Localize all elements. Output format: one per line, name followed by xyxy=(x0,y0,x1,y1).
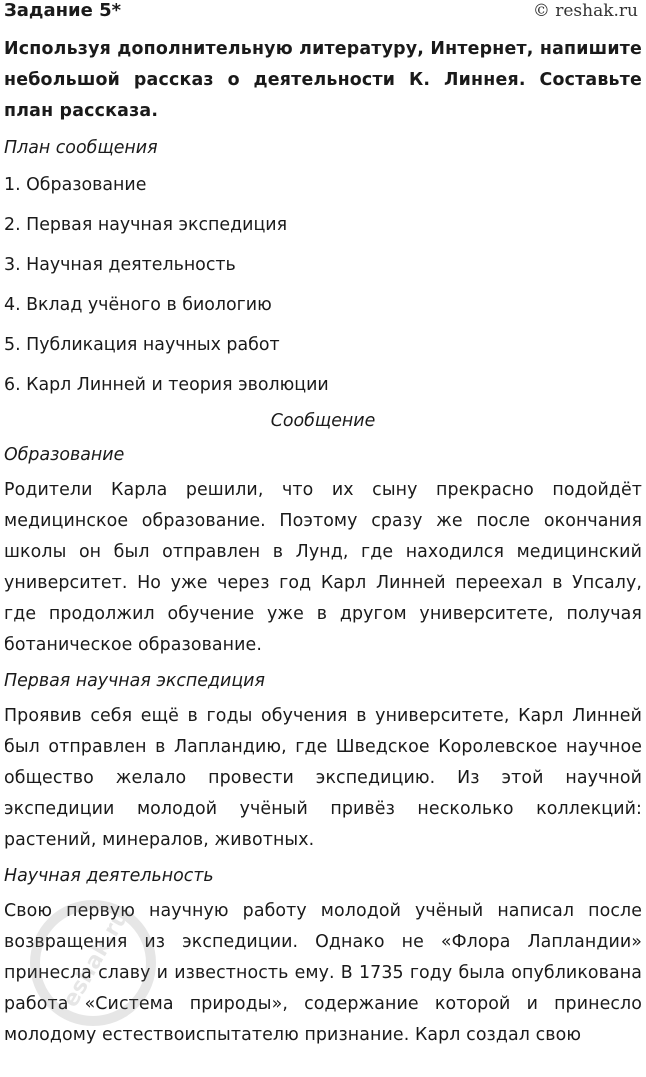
section-heading-education: Образование xyxy=(4,445,125,465)
task-text: Используя дополнительную литературу, Интернет, напишите небольшой рассказ о деятельности К. Линнея. Составьте план рассказа. xyxy=(4,39,642,121)
plan-item: 6. Карл Линней и теория эволюции xyxy=(4,375,329,395)
plan-item: 2. Первая научная экспедиция xyxy=(4,215,288,235)
message-heading: Сообщение xyxy=(270,411,376,431)
section-text-expedition: Проявив себя ещё в годы обучения в университете, Карл Линней был отправлен в Лапландию, где Шведское Королевское научное общество желало провести экспедицию. Из этой научной экспедиции молодой учёный привёз несколько коллекций: растений, минералов, животных. xyxy=(4,706,642,850)
plan-item: 4. Вклад учёного в биологию xyxy=(4,295,272,315)
plan-item: 3. Научная деятельность xyxy=(4,255,236,275)
site-credit: © reshak.ru xyxy=(532,1,638,21)
watermark-text: reshak.ru xyxy=(52,905,134,1021)
plan-list xyxy=(4,165,642,405)
section-heading-science: Научная деятельность xyxy=(4,866,214,886)
section-text-education: Родители Карла решили, что их сыну прекрасно подойдёт медицинское образование. Поэтому сразу же после окончания школы он был отправлен в Лунд, где находился медицинский университет. Но уже через год Карл Линней переехал в Упсалу, где продолжил обучение уже в другом университете, получая ботаническое образование. xyxy=(4,480,642,655)
section-heading-expedition: Первая научная экспедиция xyxy=(4,671,265,691)
task-title: Задание 5* xyxy=(4,0,122,21)
plan-heading: План сообщения xyxy=(4,138,158,158)
header xyxy=(4,0,642,26)
plan-item: 1. Образование xyxy=(4,175,147,195)
section-text-science: Свою первую научную работу молодой учёный написал после возвращения из экспедиции. Однако не «Флора Лапландии» принесла славу и известность ему. В 1735 году была опубликована работа «Система природы», содержание которой и принесло молодому естествоиспытателю признание. Карл создал свою xyxy=(4,901,642,1045)
plan-item: 5. Публикация научных работ xyxy=(4,335,280,355)
